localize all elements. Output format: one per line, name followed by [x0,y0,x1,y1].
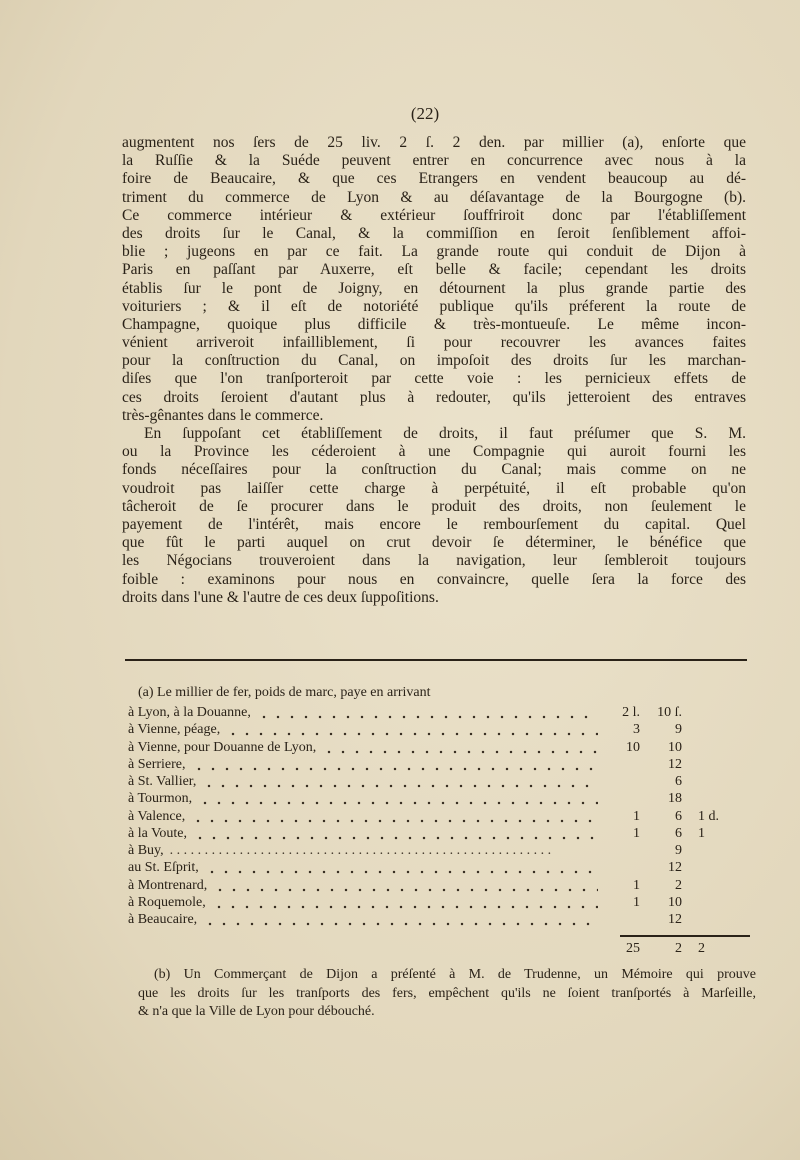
text-line: payement de l'intérêt, mais encore le rembourſement du capital. Quel [122,515,746,533]
text-line: droits dans l'une & l'autre de ces deux ſuppoſitions. [122,588,439,606]
text-line: Paris en paſſant par Auxerre, eſt belle & facile; cependant les droits [122,261,746,279]
deniers: 1 [698,825,705,841]
total-sous: 2 [675,941,682,956]
table-row [128,825,748,842]
row-leader [128,790,598,807]
row-leader [128,825,598,842]
text-line: triment du commerce de Lyon & au déſavantage de la Bourgogne (b). [122,188,746,206]
table-row [128,704,748,721]
text-line: la Ruſſie & la Suéde peuvent entrer en concurrence avec nous à la [122,152,746,170]
leader-dots [257,704,598,721]
place-name: à Serriere, [128,756,186,772]
row-leader [128,704,598,721]
place-name: à Roquemole, [128,894,206,910]
place-name: à Beaucaire, [128,912,198,927]
text-line: foible : examinons pour nous en convaincre, quelle ſera la force des [122,570,746,588]
table-row [128,842,748,859]
row-leader [128,859,598,876]
table-row [128,877,748,894]
sous: 12 [668,756,682,772]
table-row [128,894,748,911]
text-line: augmentent nos ſers de 25 liv. 2 ſ. 2 den. par millier (a), enſorte que [122,134,746,151]
footnote-line: & n'a que la Ville de Lyon pour débouché. [138,1004,375,1019]
sum-rule [620,935,750,937]
text-line: des droits ſur le Canal, & la commiſſion en ſeroit ſenſiblement affoi- [122,224,746,242]
livres: 1 [633,894,640,910]
row-leader [128,877,598,894]
place-name: à St. Vallier, [128,774,197,789]
livres: 10 [626,739,640,755]
text-line: tâcheroit de ſe procurer dans le produit des droits, non ſeulement le [122,497,746,515]
page-number: (22) [410,104,440,123]
table-row [128,773,748,790]
row-leader [128,739,598,756]
text-line: établis ſur le pont de Joigny, en détournent la plus grande partie des [122,279,746,297]
main-text [122,134,746,607]
leader-dots [212,894,598,911]
sous: 18 [668,791,682,807]
text-line: ces droits ſeroient d'autant plus à redouter, qu'ils jetteroient des entraves [122,388,746,406]
sous: 10 [668,894,682,910]
place-name: à Montrenard, [128,877,208,893]
text-line: pour la conſtruction du Canal, on impoſoit des droits ſur les marchan- [122,352,746,370]
sous: 9 [675,722,682,738]
text-line: voudroit pas laiſſer cette charge à perpétuité, il eſt probable qu'on [122,479,746,497]
leader-dots [202,773,598,790]
leader-dots [322,739,598,756]
text-line: foire de Beaucaire, & que ces Etrangers en vendent beaucoup au dé- [122,170,746,188]
sous: 10 ſ. [657,705,682,720]
table-row [128,739,748,756]
livres: 3 [633,722,640,738]
sous: 6 [675,808,682,824]
leader-dots [203,911,598,928]
leader-dots [192,756,598,773]
place-name: à Valence, [128,808,186,824]
leader-dots [193,825,598,842]
footnote-line: que les droits ſur les tranſports des fers, empêchent qu'ils ne ſoient tranſportés à Marſeille, [138,985,756,1001]
text-line: les Négocians trouveroient dans la navigation, leur ſembleroit toujours [122,552,746,570]
text-line: Champagne, quoique plus difficile & très-montueuſe. Le même incon- [122,315,746,333]
sous: 2 [675,877,682,893]
text-line: ou la Province les céderoient à une Compagnie qui auroit fourni les [122,443,746,461]
table-row [128,756,748,773]
row-leader [128,773,598,790]
text-line: voituriers ; & il eſt de notoriété publique qu'ils préferent la route de [122,297,746,315]
leader-dots [191,808,598,825]
text-line: que fût le parti auquel on crut devoir ſe déterminer, le bénéfice que [122,534,746,552]
livres: 1 [633,808,640,824]
sous: 6 [675,774,682,789]
livres: 1 [633,825,640,841]
place-name: à Vienne, péage, [128,722,221,738]
leader-dots [205,859,598,876]
leader-dots [198,790,598,807]
table-row [128,808,748,825]
total-deniers: 2 [698,941,705,956]
text-line: diſes que l'on tranſporteroit par cette voie : les pernicieux effets de [122,370,746,388]
row-leader [128,911,598,928]
toll-table [128,704,748,928]
text-line: vénient arriveroit infailliblement, ſi pour recouvrer les avances faites [122,334,746,352]
footnote-a-heading: (a) Le millier de fer, poids de marc, paye en arrivant [138,685,431,700]
row-leader [128,842,598,859]
leader-dots [213,877,598,894]
sous: 6 [675,825,682,841]
table-row [128,911,748,928]
place-name: à Lyon, à la Douanne, [128,705,251,720]
toll-total [128,940,748,957]
footnote-line: (b) Un Commerçant de Dijon a préſenté à M. de Trudenne, un Mémoire qui prouve [154,967,756,982]
table-row [128,790,748,807]
livres: 2 l. [622,705,640,720]
text-line: blie ; jugeons en par ce fait. La grande route qui conduit de Dijon à [122,243,746,261]
sous: 10 [668,739,682,755]
text-line: fonds néceſſaires pour la conſtruction du Canal; mais comme on ne [122,461,746,479]
place-name: à la Voute, [128,825,187,841]
text-line: très-gênantes dans le commerce. [122,406,324,424]
total-livres: 25 [626,941,640,956]
text-line: En ſuppoſant cet établiſſement de droits, il faut préſumer que S. M. [144,425,746,442]
row-leader [128,721,598,738]
livres: 1 [633,877,640,893]
place-name: à Tourmon, [128,791,193,807]
footnote-divider [125,659,747,661]
place-name: au St. Eſprit, [128,860,199,876]
sous: 9 [675,843,682,858]
table-row [128,859,748,876]
place-name: à Vienne, pour Douanne de Lyon, [128,739,317,755]
place-name: à Buy, [128,843,164,858]
row-leader [128,808,598,825]
row-leader [128,894,598,911]
leader-dots [226,721,598,738]
deniers: 1 d. [698,808,719,824]
row-leader [128,756,598,773]
footnote-b [138,966,756,1022]
text-line: Ce commerce intérieur & extérieur ſouffriroit donc par l'établiſſement [122,206,746,224]
sous: 12 [668,912,682,927]
sous: 12 [668,860,682,876]
table-row [128,721,748,738]
leader-dots: . . . . . . . . . . . . . . . . . . . . . . . . . . . . . . . . . . . . . . . . . . . . . . . . . . . . . . . [169,843,552,858]
